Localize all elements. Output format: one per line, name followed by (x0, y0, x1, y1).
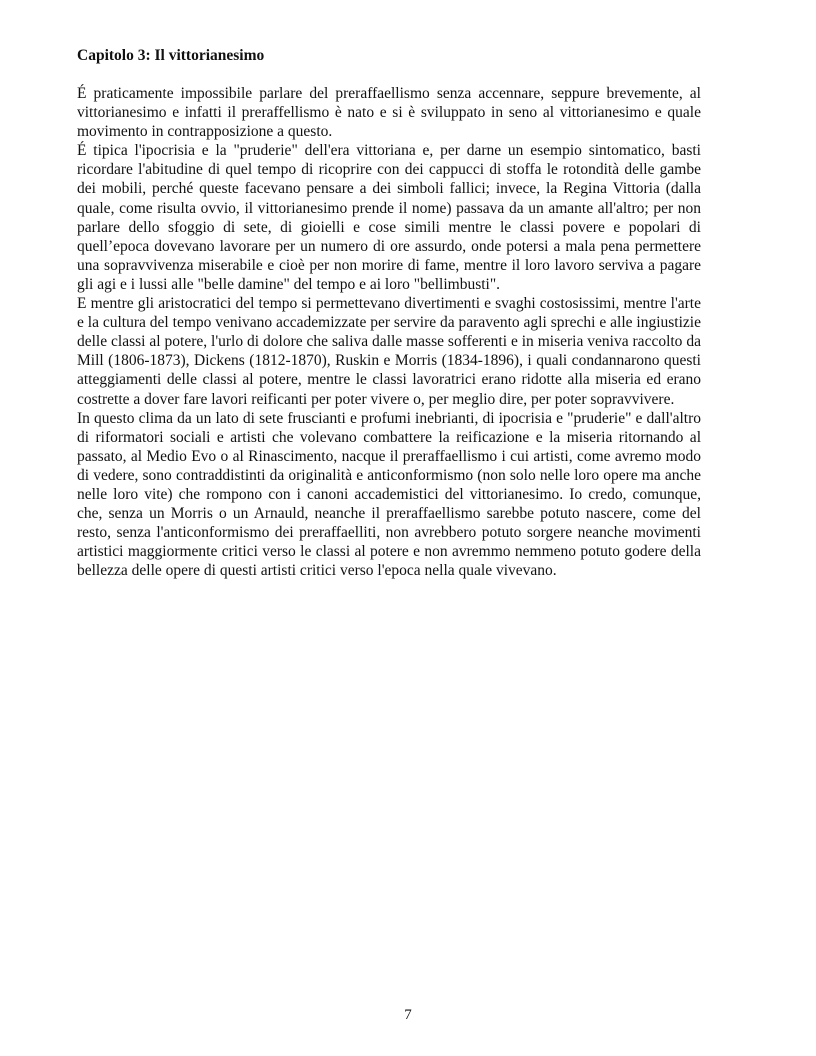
page-number: 7 (404, 1007, 412, 1023)
document-page (77, 46, 701, 580)
paragraph-4: In questo clima da un lato di sete fruscianti e profumi inebrianti, di ipocrisia e "pruderie" e dall'altro di riformatori sociali e artisti che volevano combattere la reificazione e la miseria ritornando al passato, al Medio Evo o al Rinascimento, nacque il preraffaellismo i cui artisti, come avremo modo di vedere, sono contraddistinti da originalità e anticonformismo (non solo nelle loro opere ma anche nelle loro vite) che rompono con i canoni accademistici del vittorianesimo. Io credo, comunque, che, senza un Morris o un Arnauld, neanche il preraffaellismo sarebbe potuto nascere, come del resto, senza l'anticonformismo dei preraffaelliti, non avrebbero potuto sorgere neanche movimenti artistici maggiormente critici verso le classi al potere e non avremmo nemmeno potuto godere della bellezza delle opere di questi artisti critici verso l'epoca nella quale vivevano. (77, 409, 701, 580)
paragraph-2: É tipica l'ipocrisia e la "pruderie" dell'era vittoriana e, per darne un esempio sintomatico, basti ricordare l'abitudine di quel tempo di ricoprire con dei cappucci di stoffa le rotondità delle gambe dei mobili, perché queste facevano pensare a dei simboli fallici; invece, la Regina Vittoria (dalla quale, come risulta ovvio, il vittorianesimo prende il nome) passava da un amante all'altro; per non parlare dello sfoggio di sete, di gioielli e cose simili mentre le classi povere e popolari di quell’epoca dovevano lavorare per un numero di ore assurdo, onde potersi a mala pena permettere una sopravvivenza miserabile e cioè per non morire di fame, mentre il loro lavoro serviva a pagare gli agi e i lussi alle "belle damine" del tempo e ai loro "bellimbusti". (77, 142, 701, 293)
chapter-title: Capitolo 3: Il vittorianesimo (77, 47, 265, 64)
paragraph-3: E mentre gli aristocratici del tempo si permettevano divertimenti e svaghi costosissimi, mentre l'arte e la cultura del tempo venivano accademizzate per servire da paravento agli sprechi e alle ingiustizie delle classi al potere, l'urlo di dolore che saliva dalle masse sofferenti e in miseria veniva raccolto da Mill (1806-1873), Dickens (1812-1870), Ruskin e Morris (1834-1896), i quali condannarono questi atteggiamenti delle classi al potere, mentre le classi lavoratrici erano ridotte alla miseria ed erano costrette a dover fare lavori reificanti per poter vivere o, per meglio dire, per poter sopravvivere. (77, 295, 701, 408)
paragraph-1: É praticamente impossibile parlare del preraffaellismo senza accennare, seppure brevemente, al vittorianesimo e infatti il preraffellismo è nato e si è sviluppato in seno al vittorianesimo e quale movimento in contrapposizione a questo. (77, 85, 701, 141)
